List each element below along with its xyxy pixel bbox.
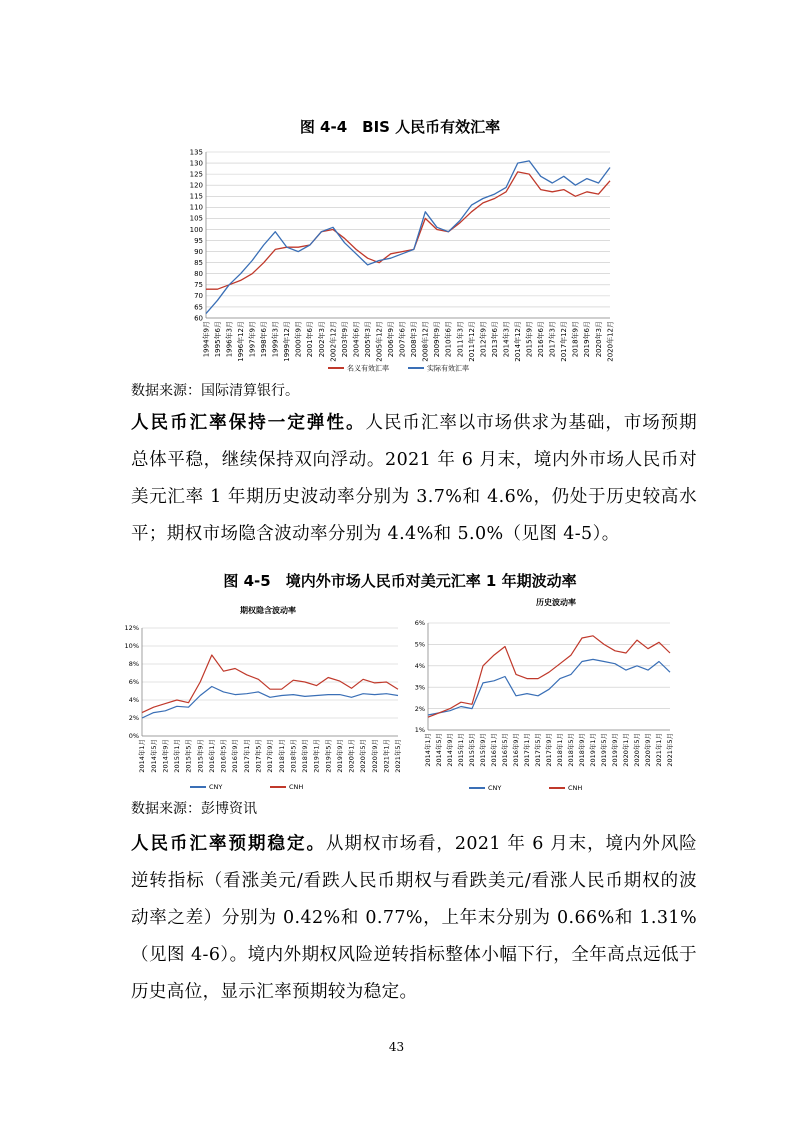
- x-tick-label: 2011年3月: [456, 321, 465, 358]
- paragraph-body: 人民币汇率以市场供求为基础，市场预期总体平稳，继续保持双向浮动。2021 年 6 月末，境内外市场人民币对美元汇率 1 年期历史波动率分别为 3.7%和 4.6%，仍处于历史较高水平；期权市场隐含波动率分别为 4.4%和 5.0%（见图 4-5）。: [131, 413, 698, 544]
- legend-label: CNH: [289, 783, 304, 792]
- x-tick-label: 2009年9月: [433, 321, 442, 358]
- x-tick-label: 2017年12月: [560, 321, 569, 362]
- y-tick-label: 75: [194, 281, 203, 290]
- x-tick-label: 2013年6月: [490, 321, 499, 358]
- y-tick-label: 60: [194, 314, 203, 323]
- y-tick-label: 4%: [128, 696, 139, 705]
- x-tick-label: 1996年12月: [236, 321, 245, 362]
- x-tick-label: 2011年12月: [467, 321, 476, 362]
- x-tick-label: 2002年3月: [317, 321, 326, 358]
- legend-label: CNY: [209, 783, 223, 792]
- y-tick-label: 0%: [128, 732, 139, 741]
- x-tick-label: 2016年9月: [231, 739, 240, 773]
- x-tick-label: 2016年1月: [207, 739, 216, 773]
- series-line: [206, 161, 610, 314]
- y-tick-label: 3%: [414, 683, 425, 692]
- x-tick-label: 2020年9月: [644, 733, 653, 767]
- paragraph-exchange-rate-expectation: [131, 826, 697, 1011]
- x-tick-label: 2015年1月: [173, 739, 182, 773]
- x-tick-label: 2014年5月: [435, 733, 444, 767]
- x-tick-label: 1996年3月: [225, 321, 234, 358]
- x-tick-label: 2002年12月: [329, 321, 338, 362]
- x-tick-label: 2014年3月: [502, 321, 511, 358]
- series-line: [142, 687, 398, 719]
- x-tick-label: 2020年1月: [622, 733, 631, 767]
- x-tick-label: 2005年12月: [375, 321, 384, 362]
- y-tick-label: 125: [189, 170, 203, 179]
- y-tick-label: 65: [194, 303, 203, 312]
- figure-4-5-title: 图 4-5 境内外市场人民币对美元汇率 1 年期波动率: [223, 572, 577, 590]
- x-tick-label: 2008年3月: [410, 321, 419, 358]
- x-tick-label: 2015年9月: [525, 321, 534, 358]
- x-tick-label: 2019年1月: [312, 739, 321, 773]
- y-tick-label: 2%: [414, 704, 425, 713]
- legend-label: 实际有效汇率: [427, 364, 469, 373]
- x-tick-label: 2016年5月: [219, 739, 228, 773]
- x-tick-label: 2018年1月: [556, 733, 565, 767]
- x-tick-label: 1994年9月: [202, 321, 211, 358]
- y-tick-label: 85: [194, 259, 203, 267]
- x-tick-label: 2015年5月: [184, 739, 193, 773]
- series-line: [428, 636, 670, 717]
- y-tick-label: 1%: [414, 726, 425, 735]
- x-tick-label: 1999年3月: [271, 321, 280, 358]
- x-tick-label: 1997年9月: [248, 321, 257, 358]
- y-tick-label: 105: [189, 214, 203, 223]
- x-tick-label: 2010年6月: [444, 321, 453, 358]
- x-tick-label: 2019年9月: [611, 733, 620, 767]
- y-tick-label: 5%: [414, 640, 425, 649]
- y-tick-label: 100: [189, 225, 203, 234]
- y-tick-label: 6%: [414, 619, 425, 628]
- x-tick-label: 2003年9月: [340, 321, 349, 358]
- legend-label: CNY: [488, 784, 502, 793]
- y-tick-label: 12%: [124, 624, 139, 633]
- x-tick-label: 2015年9月: [196, 739, 205, 773]
- figure-4-4-source: 数据来源：国际清算银行。: [131, 383, 299, 399]
- y-tick-label: 115: [189, 192, 203, 201]
- x-tick-label: 2018年1月: [277, 739, 286, 773]
- y-tick-label: 110: [189, 203, 203, 212]
- y-tick-label: 120: [189, 181, 203, 190]
- x-tick-label: 2014年1月: [138, 739, 147, 773]
- x-tick-label: 2014年5月: [149, 739, 158, 773]
- implied-volatility-chart: [118, 598, 410, 794]
- y-tick-label: 4%: [414, 661, 425, 670]
- x-tick-label: 2017年3月: [548, 321, 557, 358]
- x-tick-label: 2020年5月: [633, 733, 642, 767]
- chart-title: 期权隐含波动率: [240, 606, 296, 615]
- x-tick-label: 2020年9月: [370, 739, 379, 773]
- x-tick-label: 2008年12月: [421, 321, 430, 362]
- x-tick-label: 2018年9月: [578, 733, 587, 767]
- y-tick-label: 95: [194, 236, 203, 245]
- x-tick-label: 2020年3月: [594, 321, 603, 358]
- x-tick-label: 2019年9月: [335, 739, 344, 773]
- x-tick-label: 2019年1月: [589, 733, 598, 767]
- x-tick-label: 2004年6月: [352, 321, 361, 358]
- x-tick-label: 2017年1月: [523, 733, 532, 767]
- x-tick-label: 1998年6月: [260, 321, 269, 358]
- x-tick-label: 2021年1月: [382, 739, 391, 773]
- historical-volatility-chart: [406, 590, 678, 794]
- x-tick-label: 2016年6月: [537, 321, 546, 358]
- x-tick-label: 2015年1月: [457, 733, 466, 767]
- x-tick-label: 2016年5月: [501, 733, 510, 767]
- legend-label: 名义有效汇率: [347, 364, 389, 373]
- x-tick-label: 2017年1月: [242, 739, 251, 773]
- y-tick-label: 135: [189, 148, 203, 157]
- x-tick-label: 2018年5月: [567, 733, 576, 767]
- page-number: 43: [388, 1040, 405, 1054]
- paragraph-exchange-rate-flexibility: [131, 405, 697, 553]
- y-tick-label: 80: [194, 270, 203, 279]
- x-tick-label: 2021年1月: [655, 733, 664, 767]
- x-tick-label: 2018年5月: [289, 739, 298, 773]
- x-tick-label: 2016年1月: [490, 733, 499, 767]
- x-tick-label: 2020年5月: [359, 739, 368, 773]
- x-tick-label: 2015年5月: [468, 733, 477, 767]
- x-tick-label: 2014年1月: [424, 733, 433, 767]
- y-tick-label: 130: [189, 159, 203, 168]
- x-tick-label: 2021年5月: [666, 733, 675, 767]
- x-tick-label: 2014年12月: [513, 321, 522, 362]
- x-tick-label: 2017年5月: [534, 733, 543, 767]
- paragraph-lead: 人民币汇率保持一定弹性。: [131, 413, 366, 433]
- series-line: [206, 172, 610, 289]
- x-tick-label: 2018年9月: [301, 739, 310, 773]
- x-tick-label: 2005年3月: [363, 321, 372, 358]
- x-tick-label: 2018年9月: [571, 321, 580, 358]
- x-tick-label: 1995年6月: [213, 321, 222, 358]
- x-tick-label: 2019年6月: [583, 321, 592, 358]
- legend-label: CNH: [568, 784, 583, 793]
- x-tick-label: 2014年9月: [161, 739, 170, 773]
- x-tick-label: 2001年6月: [306, 321, 315, 358]
- paragraph-body: 从期权市场看，2021 年 6 月末，境内外风险逆转指标（看涨美元/看跌人民币期权与看跌美元/看涨人民币期权的波动率之差）分别为 0.42%和 0.77%，上年末分别为 0.66%和 1.31%（见图 4-6）。境内外期权风险逆转指标整体小幅下行，全年高点远低于历史高位，显示汇率预期较为稳定。: [131, 834, 697, 1002]
- figure-4-4-title: 图 4-4 BIS 人民币有效汇率: [299, 118, 501, 136]
- paragraph-lead: 人民币汇率预期稳定。: [131, 834, 327, 854]
- y-tick-label: 2%: [128, 714, 139, 723]
- y-tick-label: 90: [194, 247, 203, 256]
- x-tick-label: 2015年9月: [479, 733, 488, 767]
- x-tick-label: 2021年5月: [394, 739, 403, 773]
- x-tick-label: 2019年5月: [324, 739, 333, 773]
- chart-title: 历史波动率: [536, 598, 576, 607]
- x-tick-label: 1999年12月: [283, 321, 292, 362]
- x-tick-label: 2017年9月: [545, 733, 554, 767]
- y-tick-label: 70: [194, 292, 203, 301]
- x-tick-label: 2020年12月: [606, 321, 615, 362]
- x-tick-label: 2007年6月: [398, 321, 407, 358]
- x-tick-label: 2017年5月: [254, 739, 263, 773]
- x-tick-label: 2006年9月: [387, 321, 396, 358]
- bis-effective-exchange-rate-chart: [168, 140, 618, 375]
- series-line: [142, 655, 398, 713]
- x-tick-label: 2017年9月: [266, 739, 275, 773]
- x-tick-label: 2014年9月: [446, 733, 455, 767]
- x-tick-label: 2019年5月: [600, 733, 609, 767]
- x-tick-label: 2000年9月: [294, 321, 303, 358]
- y-tick-label: 6%: [128, 678, 139, 687]
- y-tick-label: 8%: [128, 660, 139, 669]
- x-tick-label: 2012年9月: [479, 321, 488, 358]
- y-tick-label: 10%: [124, 642, 139, 651]
- figure-4-5-source: 数据来源：彭博资讯: [131, 801, 257, 817]
- x-tick-label: 2020年1月: [347, 739, 356, 773]
- x-tick-label: 2016年9月: [512, 733, 521, 767]
